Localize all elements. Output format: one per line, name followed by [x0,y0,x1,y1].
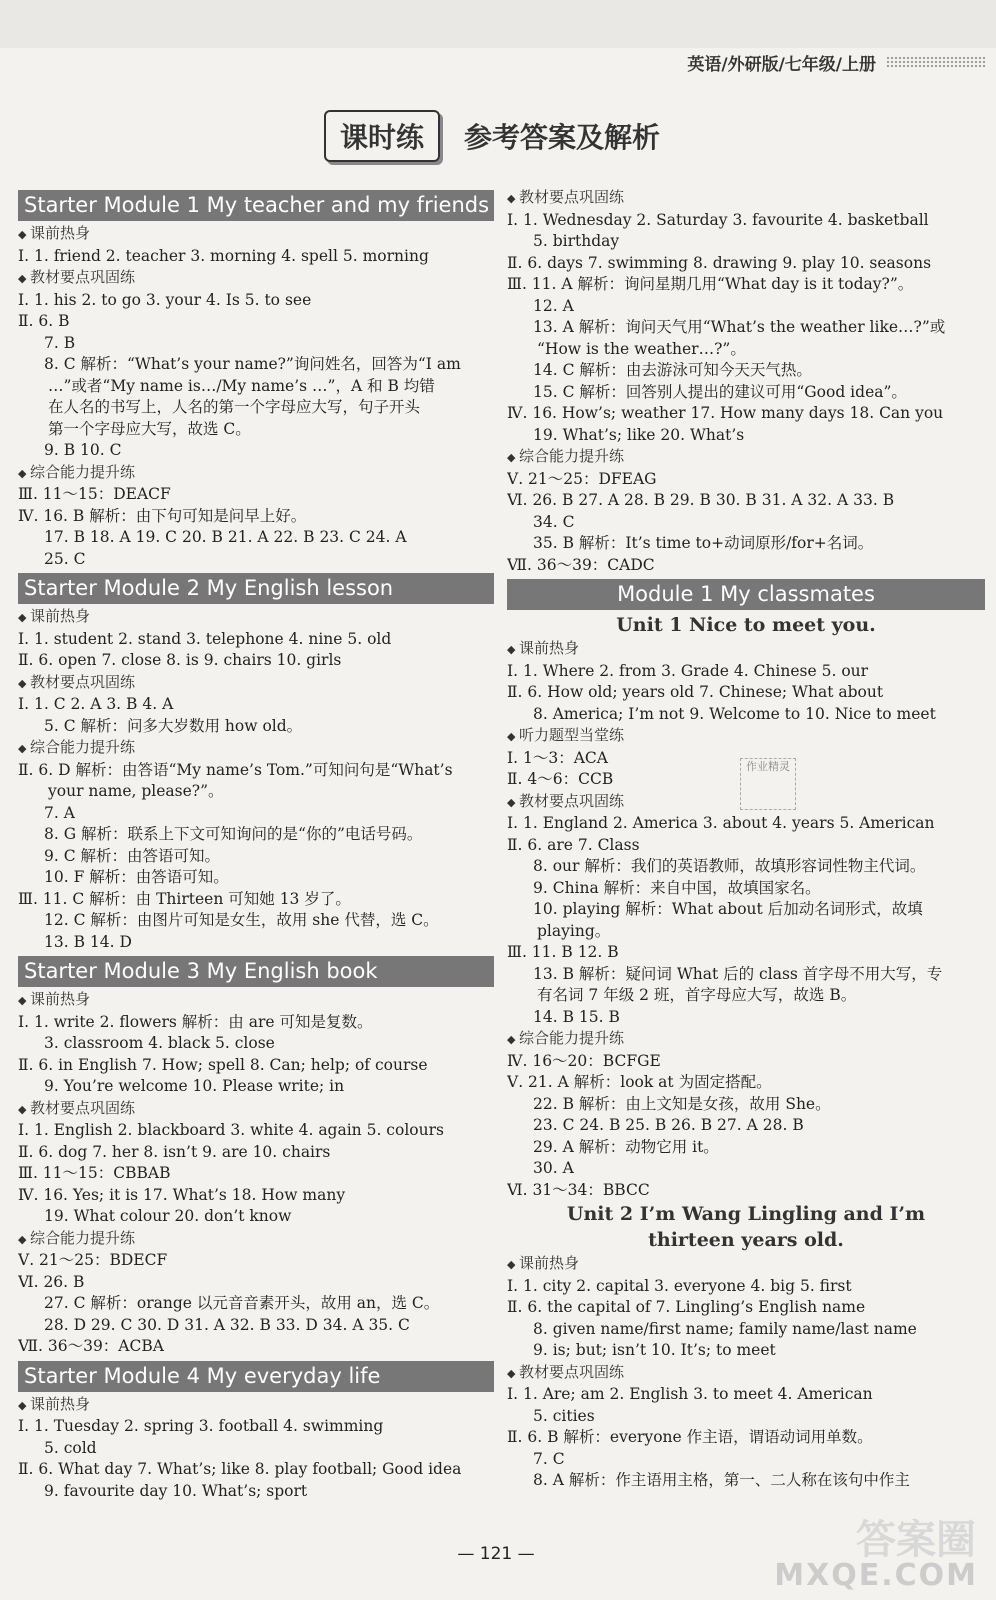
answer-line: 9. favourite day 10. What’s; sport [44,1481,308,1500]
answer-line: Ⅳ. 16. B 解析：由下句可知是问早上好。 [18,506,307,525]
section-heading: ◆ 课前热身 [18,223,494,246]
answer-line: Ⅳ. 16. How’s; weather 17. How many days 18. Can you [507,404,944,422]
answer-line: 7. A [44,803,75,822]
answer-line: Ⅰ. 1. England 2. America 3. about 4. years 5. American [507,814,935,832]
answer-line: 14. C 解析：由去游泳可知今天天气热。 [533,361,812,379]
answer-line: 23. C 24. B 25. B 26. B 27. A 28. B [533,1116,804,1134]
unit-heading: Unit 1 Nice to meet you. [616,614,876,636]
page-number: — 121 — [457,1544,535,1564]
answer-line: Ⅰ. 1. friend 2. teacher 3. morning 4. spell 5. morning [18,246,429,265]
title-main: 参考答案及解析 [464,121,661,154]
left-column [18,187,494,1502]
answer-line: 22. B 解析：由上文知是女孩，故用 She。 [533,1094,831,1113]
answer-line: Ⅰ. 1. his 2. to go 3. your 4. Is 5. to see [18,290,312,309]
section-heading: ◆ 教材要点巩固练 [18,672,494,695]
section-heading: ◆ 教材要点巩固练 [507,187,985,210]
answer-line: Ⅴ. 21～25：BDECF [18,1251,168,1269]
module-heading: Starter Module 2 My English lesson [18,573,494,604]
section-heading: ◆ 课前热身 [18,989,494,1012]
answer-line: Ⅰ. 1. Are; am 2. English 3. to meet 4. American [507,1385,873,1403]
module-heading: Starter Module 3 My English book [18,956,494,987]
answer-line: 8. given name/first name; family name/last name [533,1319,917,1338]
module-heading: Starter Module 4 My everyday life [18,1361,494,1392]
section-heading: ◆ 教材要点巩固练 [507,791,985,814]
answer-line: Ⅵ. 26. B [18,1272,85,1291]
answer-line: Ⅰ. 1. write 2. flowers 解析：由 are 可知是复数。 [18,1012,373,1031]
answer-line: 14. B 15. B [533,1007,620,1026]
module-heading: Module 1 My classmates [507,579,985,610]
answer-line: Ⅱ. 6. in English 7. How; spell 8. Can; help; of course [18,1055,428,1074]
section-heading: ◆ 教材要点巩固练 [18,267,494,290]
watermark-logo: 答案圈 [856,1517,976,1563]
answer-line: 15. C 解析：回答别人提出的建议可用“Good idea”。 [533,382,907,401]
dot-pattern [886,56,986,68]
answer-line: Ⅱ. 6. D 解析：由答语“My name’s Tom.”可知问句是“What’s [18,760,453,779]
answer-line: your name, please?”。 [48,782,224,800]
watermark-site: MXQE.COM [774,1558,978,1593]
answer-line: 9. is; but; isn’t 10. It’s; to meet [533,1341,776,1359]
answer-line: 34. C [533,512,575,531]
answer-line: 19. What colour 20. don’t know [44,1207,292,1225]
answer-line: 25. C [44,549,86,568]
answer-line: …”或者“My name is…/My name’s …”，A 和 B 均错 [48,376,435,395]
answer-line: 9. B 10. C [44,441,122,459]
answer-line: Ⅱ. 6. are 7. Class [507,835,640,854]
answer-line: Ⅱ. 6. days 7. swimming 8. drawing 9. play 10. seasons [507,253,932,272]
top-bar [0,0,996,48]
answer-line: 13. B 解析：疑问词 What 后的 class 首字母不用大写，专 [533,964,943,983]
answer-line: Ⅰ. 1. city 2. capital 3. everyone 4. big 5. first [507,1276,852,1295]
answer-line: 5. C 解析：问多大岁数用 how old。 [44,716,303,735]
answer-line: Ⅰ. 1. Where 2. from 3. Grade 4. Chinese 5. our [507,661,869,680]
section-heading: ◆ 听力题型当堂练 [507,725,985,748]
answer-line: 7. C [533,1449,565,1468]
answer-line: Ⅳ. 16. Yes; it is 17. What’s 18. How many [18,1185,346,1204]
answer-line: 第一个字母应大写，故选 C。 [48,419,251,438]
answer-line: 在人名的书写上，人名的第一个字母应大写，句子开头 [48,398,421,416]
section-heading: ◆ 课前热身 [507,1253,985,1276]
answer-line: 8. A 解析：作主语用主格，第一、二人称在该句中作主 [533,1471,910,1489]
unit-heading: thirteen years old. [648,1229,844,1251]
answer-line: Ⅴ. 21～25：DFEAG [507,469,657,488]
answer-line: 10. F 解析：由答语可知。 [44,868,229,886]
answer-line: Ⅵ. 26. B 27. A 28. B 29. B 30. B 31. A 32. A 33. B [507,491,895,509]
answer-line: Ⅱ. 6. B 解析：everyone 作主语，谓语动词用单数。 [507,1428,873,1446]
answer-line: 28. D 29. C 30. D 31. A 32. B 33. D 34. A 35. C [44,1315,410,1334]
answer-line: Ⅱ. 6. open 7. close 8. is 9. chairs 10. girls [18,651,342,669]
answer-line: 5. birthday [533,232,620,250]
answer-line: Ⅲ. 11. A 解析：询问星期几用“What day is it today?”。 [507,275,914,293]
answer-line: 8. our 解析：我们的英语教师，故填形容词性物主代词。 [533,857,926,875]
answer-line: 7. B [44,333,76,352]
answer-line: 9. You’re welcome 10. Please write; in [44,1077,345,1095]
answer-line: “How is the weather…?”。 [537,339,746,358]
answer-line: 8. America; I’m not 9. Welcome to 10. Nice to meet [533,704,936,723]
answer-line: Ⅲ. 11. C 解析：由 Thirteen 可知她 13 岁了。 [18,889,351,908]
answer-line: Ⅲ. 11～15：CBBAB [18,1164,171,1182]
answer-line: Ⅳ. 16～20：BCFGE [507,1051,661,1070]
answer-line: Ⅱ. 6. dog 7. her 8. isn’t 9. are 10. chairs [18,1142,331,1161]
answer-line: 9. C 解析：由答语可知。 [44,846,221,865]
answer-line: Ⅱ. 6. B [18,312,70,330]
section-heading: ◆ 综合能力提升练 [18,1228,494,1251]
section-heading: ◆ 教材要点巩固练 [507,1362,985,1385]
subject-label: 英语/外研版/七年级/上册 [687,55,876,75]
answer-line: Ⅵ. 31～34：BBCC [507,1180,650,1199]
module-heading: Starter Module 1 My teacher and my friends [18,190,494,221]
section-heading: ◆ 综合能力提升练 [507,1028,985,1051]
answer-line: Ⅴ. 21. A 解析：look at 为固定搭配。 [507,1073,772,1091]
answer-line: Ⅰ. 1. C 2. A 3. B 4. A [18,695,174,713]
answer-line: 35. B 解析：It’s time to+动词原形/for+名词。 [533,534,874,552]
answer-line: 19. What’s; like 20. What’s [533,425,745,444]
unit-heading: Unit 2 I’m Wang Lingling and I’m [566,1203,926,1225]
answer-line: Ⅱ. 6. the capital of 7. Lingling’s English name [507,1298,866,1316]
answer-line: Ⅱ. 6. How old; years old 7. Chinese; What about [507,683,884,701]
answer-line: 5. cold [44,1438,97,1457]
page-title [324,108,660,164]
answer-line: 27. C 解析：orange 以元音音素开头，故用 an，选 C。 [44,1294,440,1312]
section-heading: ◆ 综合能力提升练 [18,462,494,485]
answer-line: 有名词 7 年级 2 班，首字母应大写，故选 B。 [537,986,857,1004]
section-heading: ◆ 综合能力提升练 [18,737,494,760]
answer-line: 13. B 14. D [44,932,132,951]
answer-line: 8. G 解析：联系上下文可知询问的是“你的”电话号码。 [44,825,423,843]
answer-line: 10. playing 解析：What about 后加动名词形式，故填 [533,900,923,918]
right-column [507,187,985,1492]
answer-line: Ⅱ. 6. What day 7. What’s; like 8. play football; Good idea [18,1460,462,1478]
answer-line: Ⅰ. 1～3：ACA [507,748,608,767]
section-heading: ◆ 课前热身 [18,606,494,629]
section-heading: ◆ 综合能力提升练 [507,446,985,469]
answer-line: 9. China 解析：来自中国，故填国家名。 [533,878,821,897]
answer-line: Ⅰ. 1. Wednesday 2. Saturday 3. favourite 4. basketball [507,210,929,229]
answer-line: Ⅰ. 1. student 2. stand 3. telephone 4. nine 5. old [18,629,392,648]
answer-line: Ⅲ. 11～15：DEACF [18,485,171,503]
answer-line: 5. cities [533,1406,595,1425]
stamp: 作业精灵 [740,758,796,810]
section-heading: ◆ 教材要点巩固练 [18,1098,494,1121]
answer-line: 17. B 18. A 19. C 20. B 21. A 22. B 23. C 24. A [44,528,407,546]
answer-line: Ⅶ. 36～39：CADC [507,555,655,574]
section-heading: ◆ 课前热身 [18,1394,494,1417]
answer-line: Ⅰ. 1. Tuesday 2. spring 3. football 4. swimming [18,1417,384,1435]
answer-line: 12. A [533,296,574,315]
answer-line: Ⅲ. 11. B 12. B [507,943,619,961]
answer-line: 8. C 解析：“What’s your name?”询问姓名，回答为“I am [44,355,461,373]
answer-line: Ⅰ. 1. English 2. blackboard 3. white 4. again 5. colours [18,1121,444,1139]
answer-line: Ⅶ. 36～39：ACBA [18,1337,164,1355]
answer-line: 30. A [533,1159,574,1177]
answer-line: 3. classroom 4. black 5. close [44,1034,275,1052]
answer-line: 29. A 解析：动物它用 it。 [533,1137,719,1156]
answer-line: Ⅱ. 4～6：CCB [507,770,614,788]
section-heading: ◆ 课前热身 [507,638,985,661]
answer-line: playing。 [537,921,611,940]
answer-line: 13. A 解析：询问天气用“What’s the weather like…?”或 [533,318,946,336]
answer-line: 12. C 解析：由图片可知是女生，故用 she 代替，选 C。 [44,911,439,929]
title-box: 课时练 [324,110,440,162]
